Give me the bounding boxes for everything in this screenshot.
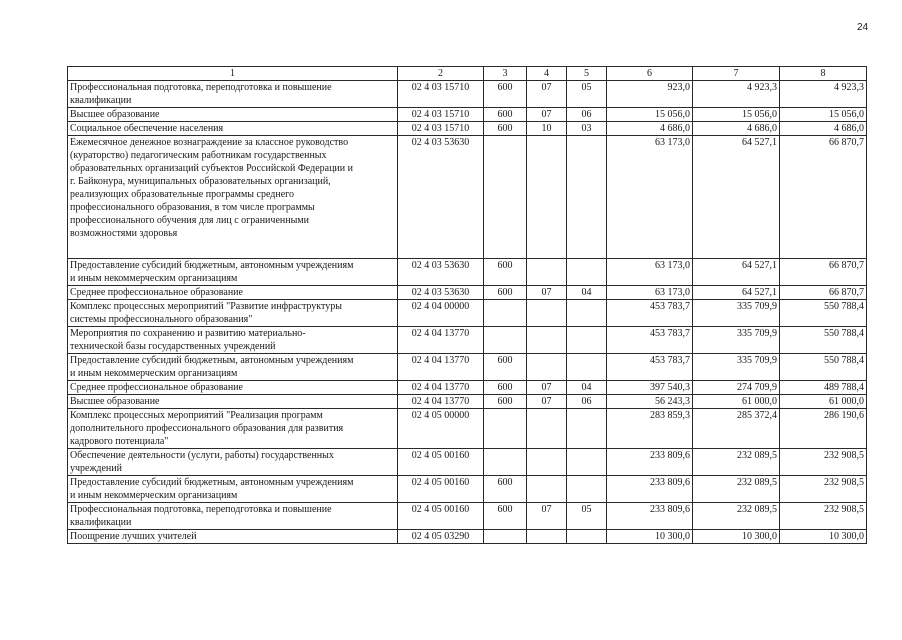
row-amount-1-cell: 233 809,6 bbox=[607, 476, 693, 503]
row-amount-1-cell: 283 859,3 bbox=[607, 409, 693, 449]
row-name-cell: Высшее образование bbox=[68, 395, 398, 409]
row-name-cell: Профессиональная подготовка, переподготовка и повышение квалификации bbox=[68, 503, 398, 530]
row-amount-2-cell: 232 089,5 bbox=[693, 449, 780, 476]
row-vr-cell bbox=[484, 409, 527, 449]
page-number: 24 bbox=[857, 22, 869, 33]
row-pr-cell bbox=[567, 136, 607, 259]
table-row bbox=[68, 503, 867, 530]
row-vr-cell: 600 bbox=[484, 476, 527, 503]
header-cell-rz: 4 bbox=[527, 67, 567, 81]
row-amount-1-cell: 233 809,6 bbox=[607, 449, 693, 476]
row-code-cell: 02 4 03 53630 bbox=[398, 259, 484, 286]
row-amount-3-cell: 286 190,6 bbox=[780, 409, 867, 449]
row-amount-1-cell: 397 540,3 bbox=[607, 381, 693, 395]
table-row bbox=[68, 354, 867, 381]
table-row bbox=[68, 327, 867, 354]
row-amount-1-cell: 453 783,7 bbox=[607, 300, 693, 327]
table-row bbox=[68, 108, 867, 122]
row-pr-cell: 05 bbox=[567, 81, 607, 108]
row-rz-cell bbox=[527, 136, 567, 259]
row-code-cell: 02 4 03 15710 bbox=[398, 81, 484, 108]
row-amount-2-cell: 61 000,0 bbox=[693, 395, 780, 409]
row-pr-cell bbox=[567, 449, 607, 476]
table-row bbox=[68, 449, 867, 476]
row-amount-3-cell: 232 908,5 bbox=[780, 476, 867, 503]
header-cell-pr: 5 bbox=[567, 67, 607, 81]
row-code-cell: 02 4 04 13770 bbox=[398, 327, 484, 354]
row-name-cell: Предоставление субсидий бюджетным, автономным учреждениям и иным некоммерческим организациям bbox=[68, 259, 398, 286]
row-code-cell: 02 4 05 00000 bbox=[398, 409, 484, 449]
row-vr-cell bbox=[484, 530, 527, 544]
row-pr-cell bbox=[567, 300, 607, 327]
row-name-cell: Предоставление субсидий бюджетным, автономным учреждениям и иным некоммерческим организациям bbox=[68, 476, 398, 503]
row-name-cell: Ежемесячное денежное вознаграждение за классное руководство (кураторство) педагогическим работникам государственных образовательных организаций субъектов Российской Федерации и г. Байконура, муниципальных образовательных организаций, реализующих образовательные программы среднего профессионального образования, в том числе программы профессионального обучения для лиц с ограниченными возможностями здоровья bbox=[68, 136, 398, 259]
row-code-cell: 02 4 04 13770 bbox=[398, 381, 484, 395]
table-row bbox=[68, 530, 867, 544]
row-amount-2-cell: 285 372,4 bbox=[693, 409, 780, 449]
row-pr-cell: 06 bbox=[567, 395, 607, 409]
row-code-cell: 02 4 05 00160 bbox=[398, 476, 484, 503]
row-pr-cell: 06 bbox=[567, 108, 607, 122]
header-cell-amount-2: 7 bbox=[693, 67, 780, 81]
row-vr-cell: 600 bbox=[484, 81, 527, 108]
row-rz-cell bbox=[527, 530, 567, 544]
row-amount-3-cell: 66 870,7 bbox=[780, 286, 867, 300]
row-amount-1-cell: 15 056,0 bbox=[607, 108, 693, 122]
row-name-cell: Среднее профессиональное образование bbox=[68, 381, 398, 395]
row-pr-cell bbox=[567, 409, 607, 449]
table-row bbox=[68, 81, 867, 108]
row-code-cell: 02 4 04 13770 bbox=[398, 395, 484, 409]
row-pr-cell: 05 bbox=[567, 503, 607, 530]
row-amount-3-cell: 15 056,0 bbox=[780, 108, 867, 122]
row-code-cell: 02 4 04 13770 bbox=[398, 354, 484, 381]
row-amount-3-cell: 4 686,0 bbox=[780, 122, 867, 136]
budget-table bbox=[67, 66, 867, 544]
row-amount-3-cell: 10 300,0 bbox=[780, 530, 867, 544]
row-rz-cell: 07 bbox=[527, 81, 567, 108]
table-row bbox=[68, 381, 867, 395]
row-pr-cell bbox=[567, 354, 607, 381]
row-amount-2-cell: 4 923,3 bbox=[693, 81, 780, 108]
row-rz-cell bbox=[527, 409, 567, 449]
row-vr-cell: 600 bbox=[484, 259, 527, 286]
header-cell-code: 2 bbox=[398, 67, 484, 81]
row-vr-cell: 600 bbox=[484, 108, 527, 122]
row-amount-3-cell: 550 788,4 bbox=[780, 327, 867, 354]
row-name-cell: Мероприятия по сохранению и развитию материально- технической базы государственных учреждений bbox=[68, 327, 398, 354]
row-amount-3-cell: 489 788,4 bbox=[780, 381, 867, 395]
row-code-cell: 02 4 03 53630 bbox=[398, 136, 484, 259]
row-pr-cell bbox=[567, 476, 607, 503]
row-rz-cell bbox=[527, 449, 567, 476]
row-vr-cell bbox=[484, 449, 527, 476]
row-name-cell: Предоставление субсидий бюджетным, автономным учреждениям и иным некоммерческим организациям bbox=[68, 354, 398, 381]
row-amount-1-cell: 233 809,6 bbox=[607, 503, 693, 530]
row-amount-1-cell: 453 783,7 bbox=[607, 354, 693, 381]
row-amount-1-cell: 453 783,7 bbox=[607, 327, 693, 354]
row-rz-cell bbox=[527, 300, 567, 327]
row-name-cell: Высшее образование bbox=[68, 108, 398, 122]
row-vr-cell: 600 bbox=[484, 381, 527, 395]
table-row bbox=[68, 122, 867, 136]
row-amount-2-cell: 232 089,5 bbox=[693, 476, 780, 503]
row-code-cell: 02 4 05 03290 bbox=[398, 530, 484, 544]
row-vr-cell bbox=[484, 300, 527, 327]
header-cell-name: 1 bbox=[68, 67, 398, 81]
row-name-cell: Профессиональная подготовка, переподготовка и повышение квалификации bbox=[68, 81, 398, 108]
row-code-cell: 02 4 03 15710 bbox=[398, 108, 484, 122]
row-amount-3-cell: 66 870,7 bbox=[780, 136, 867, 259]
header-cell-amount-1: 6 bbox=[607, 67, 693, 81]
row-amount-3-cell: 550 788,4 bbox=[780, 300, 867, 327]
row-amount-3-cell: 61 000,0 bbox=[780, 395, 867, 409]
row-code-cell: 02 4 03 53630 bbox=[398, 286, 484, 300]
row-amount-3-cell: 232 908,5 bbox=[780, 449, 867, 476]
table-row bbox=[68, 136, 867, 259]
row-name-cell: Комплекс процессных мероприятий "Развитие инфраструктуры системы профессионального образования" bbox=[68, 300, 398, 327]
table-row bbox=[68, 476, 867, 503]
row-amount-3-cell: 66 870,7 bbox=[780, 259, 867, 286]
header-row bbox=[68, 67, 867, 81]
row-pr-cell: 03 bbox=[567, 122, 607, 136]
row-pr-cell bbox=[567, 327, 607, 354]
table-row bbox=[68, 259, 867, 286]
row-vr-cell bbox=[484, 136, 527, 259]
row-amount-3-cell: 4 923,3 bbox=[780, 81, 867, 108]
row-amount-1-cell: 923,0 bbox=[607, 81, 693, 108]
row-rz-cell: 07 bbox=[527, 503, 567, 530]
row-name-cell: Среднее профессиональное образование bbox=[68, 286, 398, 300]
row-amount-1-cell: 4 686,0 bbox=[607, 122, 693, 136]
table-body bbox=[68, 81, 867, 544]
row-amount-2-cell: 64 527,1 bbox=[693, 259, 780, 286]
row-vr-cell: 600 bbox=[484, 122, 527, 136]
table-row bbox=[68, 395, 867, 409]
row-vr-cell: 600 bbox=[484, 286, 527, 300]
row-rz-cell: 07 bbox=[527, 381, 567, 395]
row-pr-cell bbox=[567, 259, 607, 286]
header-cell-amount-3: 8 bbox=[780, 67, 867, 81]
row-amount-3-cell: 232 908,5 bbox=[780, 503, 867, 530]
row-code-cell: 02 4 03 15710 bbox=[398, 122, 484, 136]
row-amount-2-cell: 64 527,1 bbox=[693, 136, 780, 259]
row-pr-cell bbox=[567, 530, 607, 544]
row-rz-cell bbox=[527, 476, 567, 503]
row-rz-cell bbox=[527, 259, 567, 286]
table-row bbox=[68, 409, 867, 449]
row-rz-cell: 07 bbox=[527, 286, 567, 300]
row-amount-2-cell: 64 527,1 bbox=[693, 286, 780, 300]
row-name-cell: Поощрение лучших учителей bbox=[68, 530, 398, 544]
row-code-cell: 02 4 05 00160 bbox=[398, 503, 484, 530]
row-vr-cell: 600 bbox=[484, 395, 527, 409]
row-amount-2-cell: 4 686,0 bbox=[693, 122, 780, 136]
row-amount-2-cell: 232 089,5 bbox=[693, 503, 780, 530]
row-amount-2-cell: 335 709,9 bbox=[693, 354, 780, 381]
table-row bbox=[68, 300, 867, 327]
row-amount-2-cell: 274 709,9 bbox=[693, 381, 780, 395]
row-amount-2-cell: 10 300,0 bbox=[693, 530, 780, 544]
row-rz-cell: 07 bbox=[527, 108, 567, 122]
row-amount-2-cell: 335 709,9 bbox=[693, 327, 780, 354]
row-rz-cell: 07 bbox=[527, 395, 567, 409]
row-name-cell: Комплекс процессных мероприятий "Реализация программ дополнительного профессионального образования для развития кадрового потенциала" bbox=[68, 409, 398, 449]
row-amount-2-cell: 335 709,9 bbox=[693, 300, 780, 327]
row-rz-cell: 10 bbox=[527, 122, 567, 136]
row-amount-3-cell: 550 788,4 bbox=[780, 354, 867, 381]
row-amount-2-cell: 15 056,0 bbox=[693, 108, 780, 122]
row-code-cell: 02 4 04 00000 bbox=[398, 300, 484, 327]
row-vr-cell: 600 bbox=[484, 354, 527, 381]
row-code-cell: 02 4 05 00160 bbox=[398, 449, 484, 476]
row-pr-cell: 04 bbox=[567, 286, 607, 300]
row-vr-cell: 600 bbox=[484, 503, 527, 530]
row-name-cell: Социальное обеспечение населения bbox=[68, 122, 398, 136]
row-pr-cell: 04 bbox=[567, 381, 607, 395]
row-amount-1-cell: 10 300,0 bbox=[607, 530, 693, 544]
header-cell-vr: 3 bbox=[484, 67, 527, 81]
row-amount-1-cell: 63 173,0 bbox=[607, 136, 693, 259]
row-amount-1-cell: 63 173,0 bbox=[607, 259, 693, 286]
row-name-cell: Обеспечение деятельности (услуги, работы) государственных учреждений bbox=[68, 449, 398, 476]
row-rz-cell bbox=[527, 327, 567, 354]
row-amount-1-cell: 56 243,3 bbox=[607, 395, 693, 409]
row-vr-cell bbox=[484, 327, 527, 354]
row-amount-1-cell: 63 173,0 bbox=[607, 286, 693, 300]
row-rz-cell bbox=[527, 354, 567, 381]
table-row bbox=[68, 286, 867, 300]
